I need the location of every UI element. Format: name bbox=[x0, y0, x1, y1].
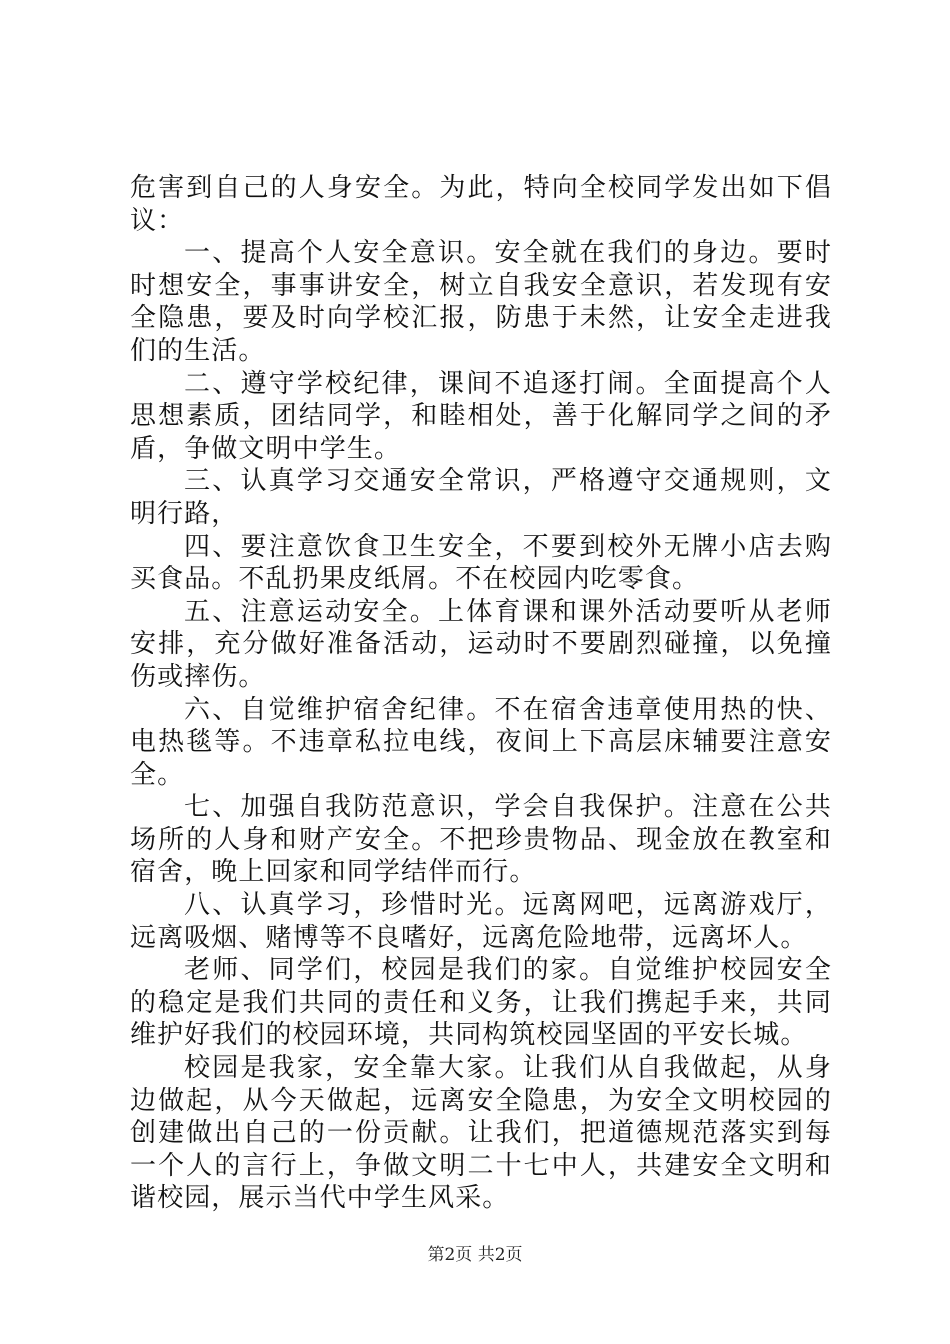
paragraph-closing-2: 校园是我家，安全靠大家。让我们从自我做起，从身边做起，从今天做起，远离安全隐患，为安全文明校园的创建做出自己的一份贡献。让我们，把道德规范落实到每一个人的言行上，争做文明二十七中人，共建安全文明和谐校园，展示当代中学生风采。 bbox=[130, 1053, 832, 1214]
paragraph-item-3: 三、认真学习交通安全常识，严格遵守交通规则，文明行路， bbox=[130, 466, 832, 529]
paragraph-item-5: 五、注意运动安全。上体育课和课外活动要听从老师安排，充分做好准备活动，运动时不要剧烈碰撞，以免撞伤或摔伤。 bbox=[130, 596, 832, 692]
paragraph-item-1: 一、提高个人安全意识。安全就在我们的身边。要时时想安全，事事讲安全，树立自我安全意识，若发现有安全隐患，要及时向学校汇报，防患于未然，让安全走进我们的生活。 bbox=[130, 238, 832, 366]
paragraph-item-2: 二、遵守学校纪律，课间不追逐打闹。全面提高个人思想素质，团结同学，和睦相处，善于化解同学之间的矛盾，争做文明中学生。 bbox=[130, 368, 832, 464]
paragraph-item-7: 七、加强自我防范意识，学会自我保护。注意在公共场所的人身和财产安全。不把珍贵物品、现金放在教室和宿舍，晚上回家和同学结伴而行。 bbox=[130, 792, 832, 888]
paragraph-item-6: 六、自觉维护宿舍纪律。不在宿舍违章使用热的快、电热毯等。不违章私拉电线，夜间上下高层床辅要注意安全。 bbox=[130, 694, 832, 790]
page-number-footer: 第2页 共2页 bbox=[427, 1245, 523, 1265]
document-body bbox=[130, 172, 832, 1215]
paragraph-item-8: 八、认真学习，珍惜时光。远离网吧，远离游戏厅，远离吸烟、赌博等不良嗜好，远离危险地带，远离坏人。 bbox=[130, 890, 832, 953]
paragraph-closing-1: 老师、同学们，校园是我们的家。自觉维护校园安全的稳定是我们共同的责任和义务，让我们携起手来，共同维护好我们的校园环境，共同构筑校园坚固的平安长城。 bbox=[130, 955, 832, 1051]
paragraph-item-4: 四、要注意饮食卫生安全，不要到校外无牌小店去购买食品。不乱扔果皮纸屑。不在校园内吃零食。 bbox=[130, 531, 832, 595]
paragraph-intro: 危害到自己的人身安全。为此，特向全校同学发出如下倡议： bbox=[130, 173, 832, 236]
